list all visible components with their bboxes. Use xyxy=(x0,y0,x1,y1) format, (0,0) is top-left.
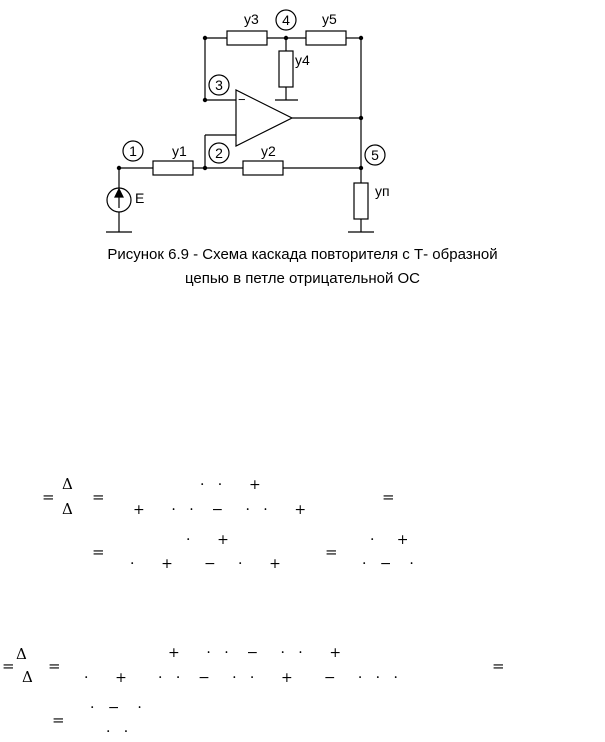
caption-line-2: цепью в петле отрицательной ОС xyxy=(184,270,421,287)
caption-line-1: Рисунок 6.9 - Схема каскада повторителя с Т- образной xyxy=(107,246,498,263)
eq-sign-3c: = xyxy=(492,657,505,675)
label-y3: y3 xyxy=(244,11,259,27)
eq-sign-3b: = xyxy=(48,657,61,675)
resistor-y3 xyxy=(227,31,267,45)
delta-sym-3a: Δ xyxy=(16,645,27,663)
eq-sign-4a: = xyxy=(52,711,65,729)
eq-sign-2b: = xyxy=(325,543,338,561)
eq-sign-1a: = xyxy=(42,488,55,506)
eq-row3-numerator: + · · − · · + xyxy=(168,645,342,661)
eq-sign-1c: = xyxy=(382,488,395,506)
eq-row2-numerator: · + xyxy=(186,532,229,548)
resistor-y5 xyxy=(306,31,346,45)
eq-sign-1b: = xyxy=(92,488,105,506)
eq-row4-denominator: · · xyxy=(106,724,129,740)
label-yn: yп xyxy=(375,183,390,199)
resistor-yn xyxy=(354,183,368,219)
eq-row3-denominator: · + · · − · · + − · · · xyxy=(84,670,398,686)
eq-row1-denominator: + · · − · · + xyxy=(133,502,307,518)
eq-row2-right-denominator: · − · xyxy=(362,556,414,572)
eq-row2-denominator: · + − · + xyxy=(130,556,281,572)
node-5-label: 5 xyxy=(371,147,379,163)
resistor-y2 xyxy=(243,161,283,175)
delta-sym-1a: Δ xyxy=(62,475,73,493)
label-y4: y4 xyxy=(295,52,310,68)
node-4-label: 4 xyxy=(282,12,290,28)
eq-row4-numerator: · − · xyxy=(90,700,142,716)
opamp-minus-sign: − xyxy=(238,92,246,107)
source-label: E xyxy=(135,190,145,206)
eq-sign-3a: = xyxy=(2,657,15,675)
eq-row1-numerator: · · + xyxy=(200,477,261,493)
eq-sign-2a: = xyxy=(92,543,105,561)
delta-sym-3b: Δ xyxy=(22,668,33,686)
node-1-label: 1 xyxy=(129,143,137,159)
label-y5: y5 xyxy=(322,11,337,27)
resistor-y4 xyxy=(279,51,293,87)
node-3-label: 3 xyxy=(215,77,223,93)
delta-sym-1b: Δ xyxy=(62,500,73,518)
node-2-label: 2 xyxy=(215,145,223,161)
label-y1: y1 xyxy=(172,143,187,159)
eq-row2-right-numerator: · + xyxy=(370,532,409,548)
resistor-y1 xyxy=(153,161,193,175)
label-y2: y2 xyxy=(261,143,276,159)
